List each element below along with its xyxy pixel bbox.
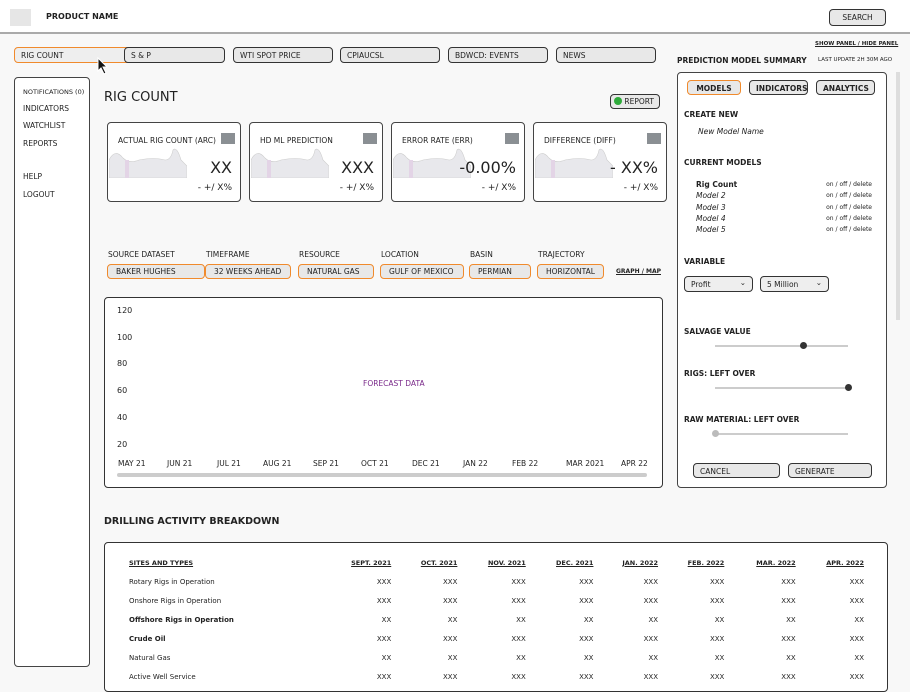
model-actions[interactable]: on / off / delete	[826, 226, 872, 234]
filter-select[interactable]: NATURAL GAS	[298, 264, 374, 279]
x-tick-label: MAY 21	[118, 459, 146, 468]
sidebar-item-logout[interactable]: LOGOUT	[23, 190, 55, 199]
page-title: RIG COUNT	[104, 90, 178, 105]
slider-label: SALVAGE VALUE	[684, 327, 751, 336]
slider-label: RIGS: LEFT OVER	[684, 369, 756, 378]
metric-card[interactable]	[533, 122, 667, 202]
model-name[interactable]: Model 5	[696, 225, 726, 235]
row-label: Offshore Rigs in Operation	[129, 615, 234, 624]
table-cell: XXX	[781, 672, 796, 681]
table-cell: XXX	[709, 672, 725, 681]
table-cell: XX	[447, 615, 458, 624]
card-title: HD ML PREDICTION	[260, 136, 333, 145]
model-name[interactable]: Rig Count	[696, 180, 738, 189]
card-delta: - +/ X%	[339, 183, 374, 193]
table-cell: XXX	[643, 577, 659, 586]
table-cell: XXX	[511, 672, 526, 681]
filter-label: TIMEFRAME	[206, 250, 250, 259]
table-cell: XXX	[849, 577, 864, 586]
card-value: XX	[210, 158, 232, 177]
table-cell: XXX	[709, 577, 725, 586]
table-cell: XXX	[511, 577, 526, 586]
table-cell: XXX	[709, 634, 725, 643]
cancel-button[interactable]: CANCEL	[693, 463, 780, 478]
y-tick-label: 20	[117, 439, 128, 449]
table-cell: XX	[714, 615, 725, 624]
filter-label: SOURCE DATASET	[108, 250, 175, 259]
card-menu-icon[interactable]	[647, 133, 661, 144]
report-label: REPORT	[624, 97, 655, 106]
card-value: - XX%	[610, 158, 658, 177]
amount-dropdown[interactable]	[760, 276, 829, 292]
tab-cpiaucsl[interactable]: CPIAUCSL	[340, 47, 440, 63]
x-tick-label: JUN 21	[167, 459, 193, 468]
card-title: DIFFERENCE (DIFF)	[544, 136, 616, 145]
sidebar	[14, 77, 90, 667]
x-tick-label: SEP 21	[313, 459, 339, 468]
panel-title: PREDICTION MODEL SUMMARY	[677, 56, 807, 65]
table-cell: XXX	[643, 634, 659, 643]
filter-label: BASIN	[470, 250, 493, 259]
table-cell: XXX	[579, 672, 594, 681]
table-cell: XX	[583, 653, 594, 662]
filter-label: TRAJECTORY	[538, 250, 585, 259]
table-cell: XXX	[781, 634, 796, 643]
table-cell: XX	[583, 615, 594, 624]
sidebar-item-watchlist[interactable]: WATCHLIST	[23, 121, 66, 130]
slider-handle[interactable]	[800, 342, 807, 349]
slider-label: RAW MATERIAL: LEFT OVER	[684, 415, 800, 424]
table-row	[129, 667, 864, 686]
x-tick-label: OCT 21	[361, 459, 389, 468]
sparkline-icon	[535, 148, 613, 178]
card-delta: - +/ X%	[623, 183, 658, 193]
x-tick-label: JAN 22	[463, 459, 488, 468]
metric-card[interactable]	[249, 122, 383, 202]
table-cell: XXX	[643, 596, 659, 605]
table-row	[129, 648, 864, 667]
sidebar-item-reports[interactable]: REPORTS	[23, 139, 58, 148]
top-header	[0, 0, 910, 34]
column-header: SITES AND TYPES	[129, 558, 194, 567]
table-cell: XX	[854, 615, 864, 624]
panel-tab-indicators[interactable]: INDICATORS	[749, 80, 808, 95]
current-models-label: CURRENT MODELS	[684, 158, 762, 167]
chart-placeholder: FORECAST DATA	[363, 379, 425, 388]
cursor-icon	[97, 57, 109, 75]
table-cell: XXX	[376, 672, 392, 681]
column-header: APR. 2022	[826, 558, 864, 567]
variable-dropdown[interactable]	[684, 276, 753, 292]
table-cell: XXX	[849, 672, 864, 681]
card-menu-icon[interactable]	[363, 133, 377, 144]
table-cell: XXX	[849, 634, 864, 643]
panel-tab-models[interactable]: MODELS	[687, 80, 741, 95]
slider-track[interactable]	[715, 387, 848, 389]
forecast-chart	[104, 297, 663, 488]
table-cell: XXX	[579, 577, 594, 586]
model-actions[interactable]: on / off / delete	[826, 181, 872, 188]
column-header: SEPT. 2021	[351, 558, 392, 567]
model-name[interactable]: Model 2	[696, 191, 726, 201]
filter-select[interactable]: PERMIAN	[469, 264, 531, 279]
tab-bdwcd-events[interactable]: BDWCD: EVENTS	[448, 47, 548, 63]
card-value: -0.00%	[459, 158, 516, 177]
column-header: JAN. 2022	[622, 558, 659, 567]
y-tick-label: 100	[117, 332, 133, 342]
logo-placeholder	[10, 9, 31, 26]
row-label: Crude Oil	[129, 634, 166, 643]
sparkline-icon	[251, 148, 329, 178]
chart-scrollbar[interactable]	[117, 473, 647, 477]
row-label: Active Well Service	[129, 672, 196, 681]
table-cell: XXX	[849, 596, 864, 605]
table-cell: XXX	[643, 672, 659, 681]
table-cell: XXX	[376, 577, 392, 586]
table-cell: XXX	[376, 634, 392, 643]
model-actions[interactable]: on / off / delete	[826, 203, 872, 211]
row-label: Natural Gas	[129, 653, 171, 662]
table-row	[129, 591, 864, 610]
card-menu-icon[interactable]	[221, 133, 235, 144]
table-cell: XXX	[443, 672, 458, 681]
table-cell: XXX	[443, 577, 458, 586]
x-tick-label: DEC 21	[412, 459, 440, 468]
chevron-down-icon: ⌄	[815, 278, 822, 287]
search-button[interactable]: SEARCH	[829, 9, 886, 26]
filter-select[interactable]: 32 WEEKS AHEAD	[205, 264, 291, 279]
column-header: FEB. 2022	[687, 558, 725, 567]
column-header: DEC. 2021	[556, 558, 594, 567]
panel-scrollbar[interactable]	[896, 72, 900, 320]
sparkline-icon	[109, 148, 187, 178]
filter-label: LOCATION	[381, 250, 419, 259]
table-cell: XX	[786, 615, 796, 624]
table-cell: XX	[447, 653, 458, 662]
x-tick-label: MAR 2021	[566, 459, 605, 468]
table-row	[129, 572, 864, 591]
tab-news[interactable]: NEWS	[556, 47, 656, 63]
variable-value: Profit	[691, 280, 711, 289]
y-tick-label: 120	[117, 306, 133, 315]
table-cell: XX	[648, 653, 659, 662]
table-cell: XXX	[579, 634, 594, 643]
y-tick-label: 60	[117, 386, 128, 396]
table-cell: XXX	[511, 596, 526, 605]
column-header: MAR. 2022	[756, 558, 796, 567]
tab-s-and-p[interactable]: S & P	[124, 47, 225, 63]
card-title: ACTUAL RIG COUNT (ARC)	[118, 136, 216, 145]
table-cell: XXX	[443, 596, 458, 605]
sidebar-item-notifications[interactable]: NOTIFICATIONS (0)	[23, 88, 85, 96]
column-header: OCT. 2021	[420, 558, 458, 567]
new-model-name-input[interactable]: New Model Name	[698, 127, 764, 136]
card-delta: - +/ X%	[197, 183, 232, 193]
table-cell: XXX	[709, 596, 725, 605]
card-title: ERROR RATE (ERR)	[402, 136, 473, 145]
status-dot-icon	[614, 97, 622, 105]
panel-tab-analytics[interactable]: ANALYTICS	[816, 80, 875, 95]
slider-track[interactable]	[715, 433, 848, 435]
card-menu-icon[interactable]	[505, 133, 519, 144]
model-name[interactable]: Model 4	[696, 213, 726, 223]
row-label: Onshore Rigs in Operation	[129, 596, 222, 605]
table-cell: XX	[381, 615, 392, 624]
tab-rig-count[interactable]: RIG COUNT	[14, 47, 132, 63]
filter-select[interactable]: HORIZONTAL	[537, 264, 604, 279]
table-row	[129, 629, 864, 648]
model-actions[interactable]: on / off / delete	[826, 214, 872, 222]
table-cell: XXX	[443, 634, 458, 643]
amount-value: 5 Million	[767, 280, 799, 289]
graph-map-link[interactable]: GRAPH / MAP	[616, 268, 661, 275]
table-cell: XXX	[579, 596, 594, 605]
table-cell: XX	[714, 653, 725, 662]
table-cell: XX	[516, 653, 526, 662]
last-update: LAST UPDATE 2H 30M AGO	[818, 57, 893, 63]
x-tick-label: FEB 22	[512, 459, 539, 468]
metric-card[interactable]	[107, 122, 241, 202]
variable-label: VARIABLE	[684, 257, 726, 266]
show-hide-panel-link[interactable]: SHOW PANEL / HIDE PANEL	[815, 41, 899, 47]
tab-wti-spot-price[interactable]: WTI SPOT PRICE	[233, 47, 333, 63]
slider-track[interactable]	[715, 345, 848, 347]
table-cell: XXX	[781, 577, 796, 586]
generate-button[interactable]: GENERATE	[788, 463, 872, 478]
x-tick-label: JUL 21	[217, 459, 241, 468]
drilling-title: DRILLING ACTIVITY BREAKDOWN	[104, 516, 280, 527]
table-cell: XX	[854, 653, 864, 662]
table-cell: XX	[516, 615, 526, 624]
sidebar-item-help[interactable]: HELP	[23, 172, 43, 181]
drilling-table	[104, 542, 888, 692]
create-new-label: CREATE NEW	[684, 110, 739, 119]
filter-label: RESOURCE	[299, 250, 340, 259]
table-cell: XX	[381, 653, 392, 662]
card-value: XXX	[341, 158, 374, 177]
product-name: PRODUCT NAME	[46, 12, 119, 21]
y-tick-label: 40	[117, 412, 128, 422]
table-cell: XXX	[781, 596, 796, 605]
slider-handle[interactable]	[845, 384, 852, 391]
card-delta: - +/ X%	[481, 183, 516, 193]
table-row	[129, 610, 864, 629]
table-cell: XX	[648, 615, 659, 624]
sidebar-item-indicators[interactable]: INDICATORS	[23, 104, 70, 113]
filter-select[interactable]: BAKER HUGHES	[107, 264, 205, 279]
y-tick-label: 80	[117, 359, 128, 369]
prediction-panel	[677, 72, 887, 488]
model-actions[interactable]: on / off / delete	[826, 192, 872, 200]
report-button[interactable]	[610, 94, 660, 109]
chevron-down-icon: ⌄	[739, 278, 746, 287]
x-tick-label: APR 22	[621, 459, 648, 468]
model-name[interactable]: Model 3	[696, 202, 726, 212]
table-cell: XXX	[511, 634, 526, 643]
row-label: Rotary Rigs in Operation	[129, 577, 215, 586]
metric-card[interactable]	[391, 122, 525, 202]
filter-select[interactable]: GULF OF MEXICO	[380, 264, 464, 279]
table-cell: XX	[786, 653, 796, 662]
x-tick-label: AUG 21	[263, 459, 292, 468]
column-header: NOV. 2021	[487, 558, 526, 567]
table-cell: XXX	[376, 596, 392, 605]
slider-handle[interactable]	[712, 430, 719, 437]
